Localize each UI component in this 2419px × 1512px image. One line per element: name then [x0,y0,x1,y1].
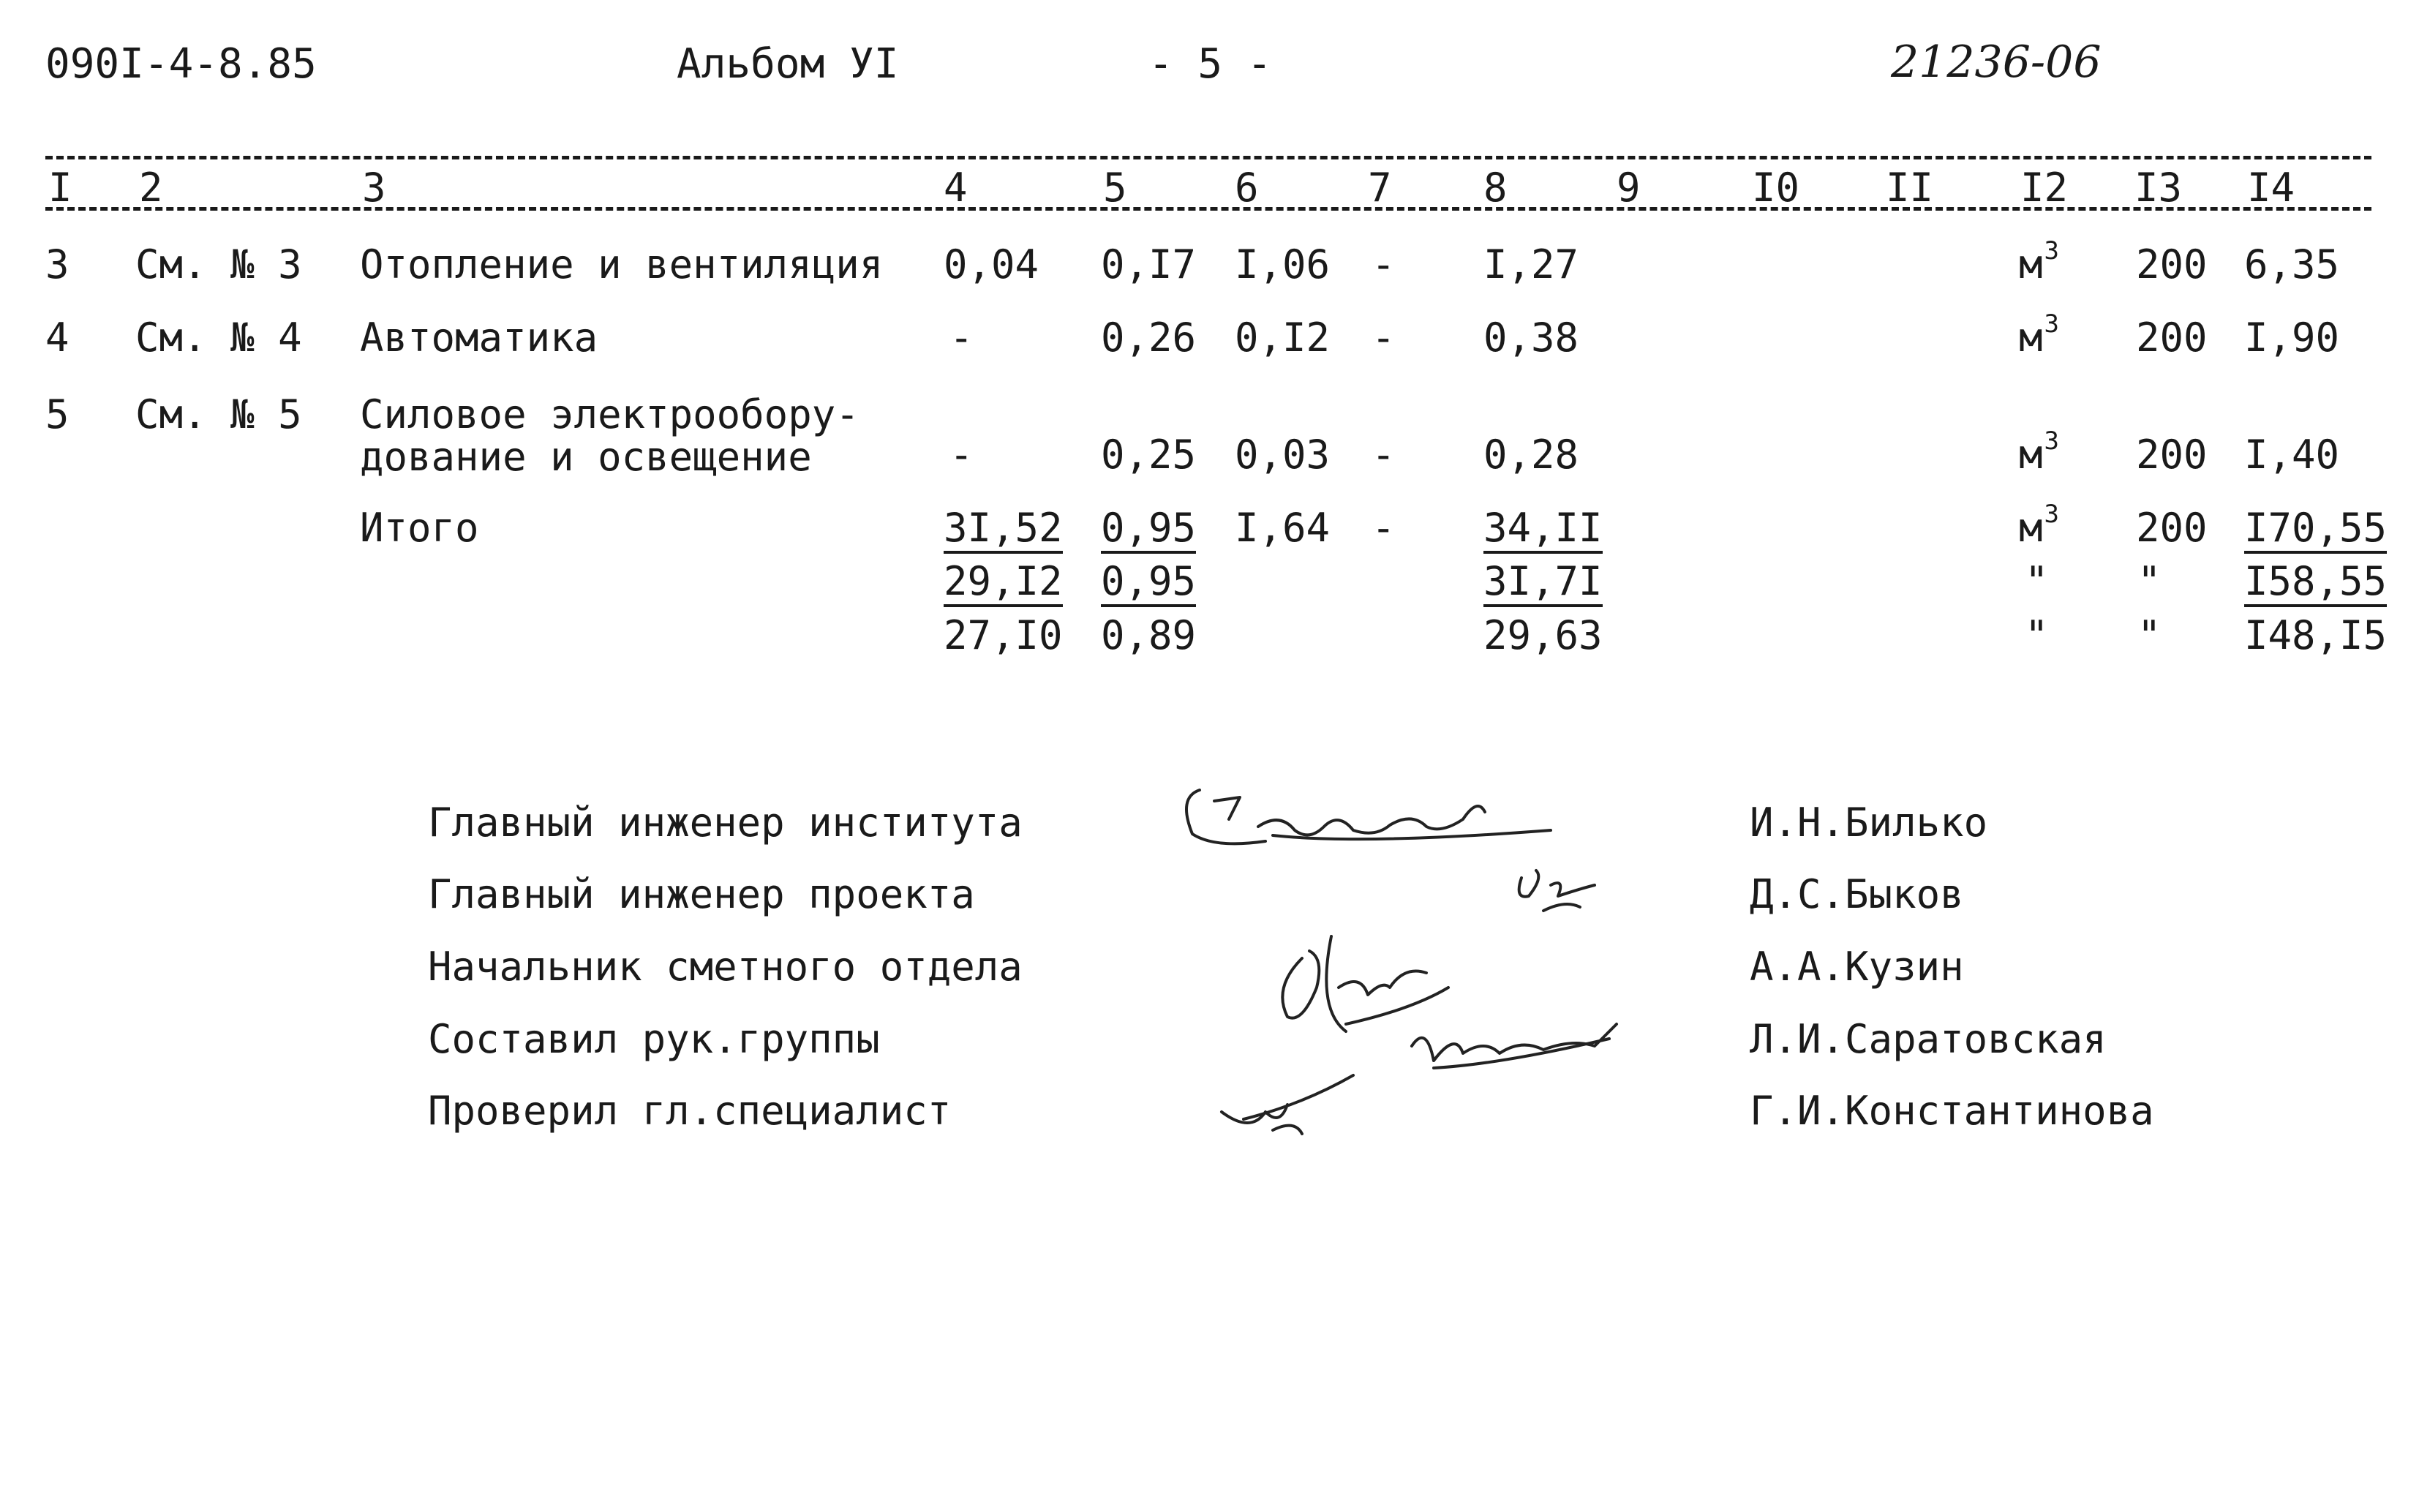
unit-cell: $м^3$ [2019,309,2059,361]
column-header: 5 [1103,165,1127,211]
column-header: I2 [2020,165,2069,211]
work-description-line1: Силовое электрообору- [360,391,859,437]
cell-col6: I,06 [1235,241,1331,287]
signatory-name: Д.С.Быков [1750,871,1964,917]
signatory-name: Л.И.Саратовская [1750,1016,2107,1062]
row-number: 4 [45,315,69,361]
total-col6: I,64 [1235,505,1331,551]
signatory-role: Составил рук.группы [428,1016,880,1062]
column-header: 6 [1235,165,1259,211]
column-header: I0 [1752,165,1800,211]
total-unit: " [2025,558,2049,604]
total-col13: " [2137,612,2162,658]
column-header: I [48,165,72,211]
total-col5: 0,95 [1101,562,1196,607]
cell-col6: 0,03 [1235,432,1331,478]
signatory-name: И.Н.Билько [1750,800,1988,846]
total-col14: I48,I5 [2244,612,2388,658]
signatory-name: Г.И.Константинова [1750,1088,2154,1134]
total-unit: $м^3$ [2019,500,2059,551]
total-col4: 27,I0 [944,612,1063,658]
cell-col8: 0,28 [1483,432,1579,478]
cell-col8: I,27 [1483,241,1579,287]
cell-col4: - [949,315,974,361]
column-header: 4 [944,165,968,211]
cell-col13: 200 [2136,315,2208,361]
total-col7: - [1372,505,1396,551]
work-description: Отопление и вентиляция [360,241,884,287]
document-code: 090I-4-8.85 [45,40,317,88]
signatory-role: Проверил гл.специалист [428,1088,952,1134]
work-description: Автоматика [360,315,598,361]
handwritten-signatures [1170,768,1682,1148]
cell-col5: 0,25 [1101,432,1197,478]
total-col8: 34,II [1483,508,1603,554]
handwritten-number: 21236-06 [1891,37,2102,88]
cell-col4: 0,04 [944,241,1039,287]
unit-cell: $м^3$ [2019,236,2059,287]
estimate-ref: См. № 3 [135,241,302,287]
cell-col7: - [1372,432,1396,478]
unit-cell: $м^3$ [2019,426,2059,478]
cell-col4: - [949,432,974,478]
signatory-role: Главный инженер института [428,800,1023,846]
cell-col13: 200 [2136,432,2208,478]
cell-col5: 0,26 [1101,315,1197,361]
total-col5: 0,89 [1101,612,1197,658]
column-header: II [1886,165,1934,211]
cell-col14: I,40 [2244,432,2340,478]
cell-col8: 0,38 [1483,315,1579,361]
cell-col6: 0,I2 [1235,315,1331,361]
cell-col14: I,90 [2244,315,2340,361]
row-number: 3 [45,241,69,287]
column-header: 8 [1483,165,1508,211]
total-col13: " [2137,558,2162,604]
total-col8: 3I,7I [1483,562,1603,607]
column-header: I4 [2247,165,2295,211]
row-number: 5 [45,391,69,437]
cell-col7: - [1372,315,1396,361]
total-col4: 3I,52 [944,508,1063,554]
total-col13: 200 [2136,505,2208,551]
album-label: Альбом УI [677,40,899,88]
column-header: 9 [1617,165,1641,211]
signatory-role: Главный инженер проекта [428,871,975,917]
column-header: I3 [2134,165,2183,211]
total-unit: " [2025,612,2049,658]
total-col4: 29,I2 [944,562,1063,607]
column-header: 3 [362,165,386,211]
total-col5: 0,95 [1101,508,1196,554]
cell-col13: 200 [2136,241,2208,287]
cell-col7: - [1372,241,1396,287]
total-col14: I70,55 [2244,508,2387,554]
header-top-rule [45,156,2371,159]
work-description-line2: дование и освещение [360,434,812,480]
cell-col5: 0,I7 [1101,241,1197,287]
estimate-ref: См. № 5 [135,391,302,437]
estimate-ref: См. № 4 [135,315,302,361]
column-header: 2 [139,165,163,211]
totals-label: Итого [360,505,479,551]
total-col8: 29,63 [1483,612,1603,658]
signatory-role: Начальник сметного отдела [428,944,1023,990]
page-number: - 5 - [1148,40,1272,88]
signatory-name: А.А.Кузин [1750,944,1964,990]
cell-col14: 6,35 [2244,241,2340,287]
column-header: 7 [1368,165,1392,211]
total-col14: I58,55 [2244,562,2387,607]
